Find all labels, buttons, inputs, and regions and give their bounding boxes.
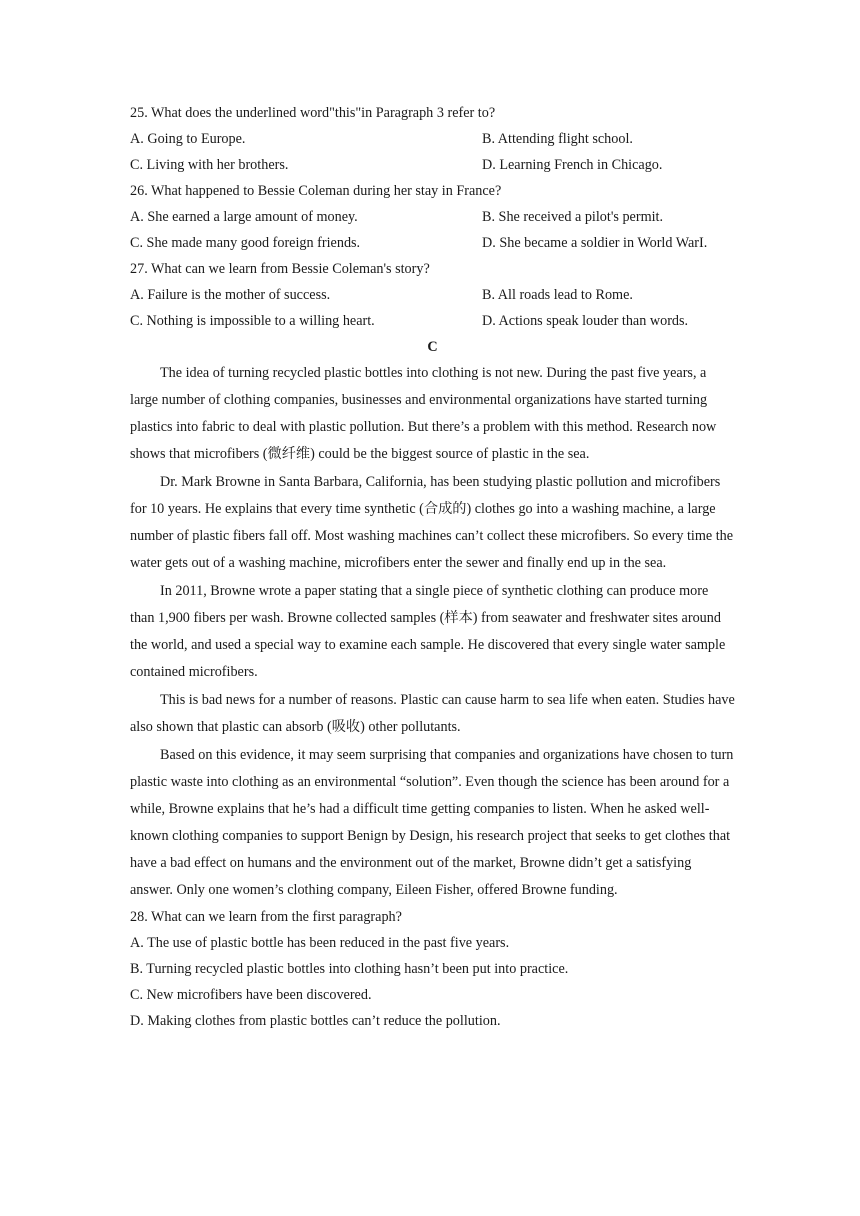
option-b: B. All roads lead to Rome. xyxy=(482,287,633,303)
option-a: A. Going to Europe. xyxy=(130,131,246,147)
passage-paragraph-1: The idea of turning recycled plastic bottles into clothing is not new. During the past five years, a large number of clothing companies, businesses and environmental organizations have started turning plastics into fabric to deal with plastic pollution. But there’s a problem with this method. Research now shows that microfibers (微纤维) could be the biggest source of plastic in the sea. xyxy=(130,365,717,462)
option-d: D. She became a soldier in World WarI. xyxy=(482,235,708,251)
passage-paragraph-4: This is bad news for a number of reasons. Plastic can cause harm to sea life when eaten. Studies have also shown that plastic can absorb (吸收) other pollutants. xyxy=(130,692,735,735)
option-c: C. Nothing is impossible to a willing heart. xyxy=(130,313,375,329)
question-25-options-row-1 xyxy=(130,126,735,152)
passage-paragraph-3: In 2011, Browne wrote a paper stating that a single piece of synthetic clothing can produce more than 1,900 fibers per wash. Browne collected samples (样本) from seawater and freshwater sites around the world, and used a special way to examine each sample. He discovered that every single water sample contained microfibers. xyxy=(130,583,726,680)
passage-paragraph-2: Dr. Mark Browne in Santa Barbara, California, has been studying plastic pollution and microfibers for 10 years. He explains that every time synthetic (合成的) clothes go into a washing machine, a large number of plastic fibers fall off. Most washing machines can’t collect these microfibers. So every time the water gets out of a washing machine, microfibers enter the sewer and finally end up in the sea. xyxy=(130,474,734,571)
question-26: 26. What happened to Bessie Coleman during her stay in France? xyxy=(130,183,502,199)
question-25-options-row-2 xyxy=(130,152,735,178)
option-b: B. Turning recycled plastic bottles into clothing hasn’t been put into practice. xyxy=(130,961,569,977)
option-d: D. Actions speak louder than words. xyxy=(482,313,689,329)
option-a: A. She earned a large amount of money. xyxy=(130,209,358,225)
question-27-options-row-2 xyxy=(130,308,735,334)
option-a: A. The use of plastic bottle has been reduced in the past five years. xyxy=(130,935,510,951)
question-25: 25. What does the underlined word"this"in Paragraph 3 refer to? xyxy=(130,105,496,121)
option-b: B. Attending flight school. xyxy=(482,131,633,147)
option-d: D. Learning French in Chicago. xyxy=(482,157,663,173)
option-c: C. Living with her brothers. xyxy=(130,157,289,173)
option-b: B. She received a pilot's permit. xyxy=(482,209,664,225)
option-c: C. She made many good foreign friends. xyxy=(130,235,361,251)
option-c: C. New microfibers have been discovered. xyxy=(130,987,372,1003)
option-a: A. Failure is the mother of success. xyxy=(130,287,331,303)
passage-paragraph-5: Based on this evidence, it may seem surprising that companies and organizations have chosen to turn plastic waste into clothing as an environmental “solution”. Even though the science has been around for a while, Browne explains that he’s had a difficult time getting companies to listen. When he asked well-known clothing companies to support Benign by Design, his research project that seeks to get clothes that have a bad effect on humans and the environment out of the market, Browne didn’t get a satisfying answer. Only one women’s clothing company, Eileen Fisher, offered Browne funding. xyxy=(130,747,734,898)
question-26-options-row-2 xyxy=(130,230,735,256)
document-content xyxy=(130,100,735,1034)
question-28: 28. What can we learn from the first paragraph? xyxy=(130,909,402,925)
question-26-options-row-1 xyxy=(130,204,735,230)
question-27-options-row-1 xyxy=(130,282,735,308)
question-27: 27. What can we learn from Bessie Coleman's story? xyxy=(130,261,430,277)
option-d: D. Making clothes from plastic bottles can’t reduce the pollution. xyxy=(130,1013,501,1029)
section-title: C xyxy=(427,339,438,355)
